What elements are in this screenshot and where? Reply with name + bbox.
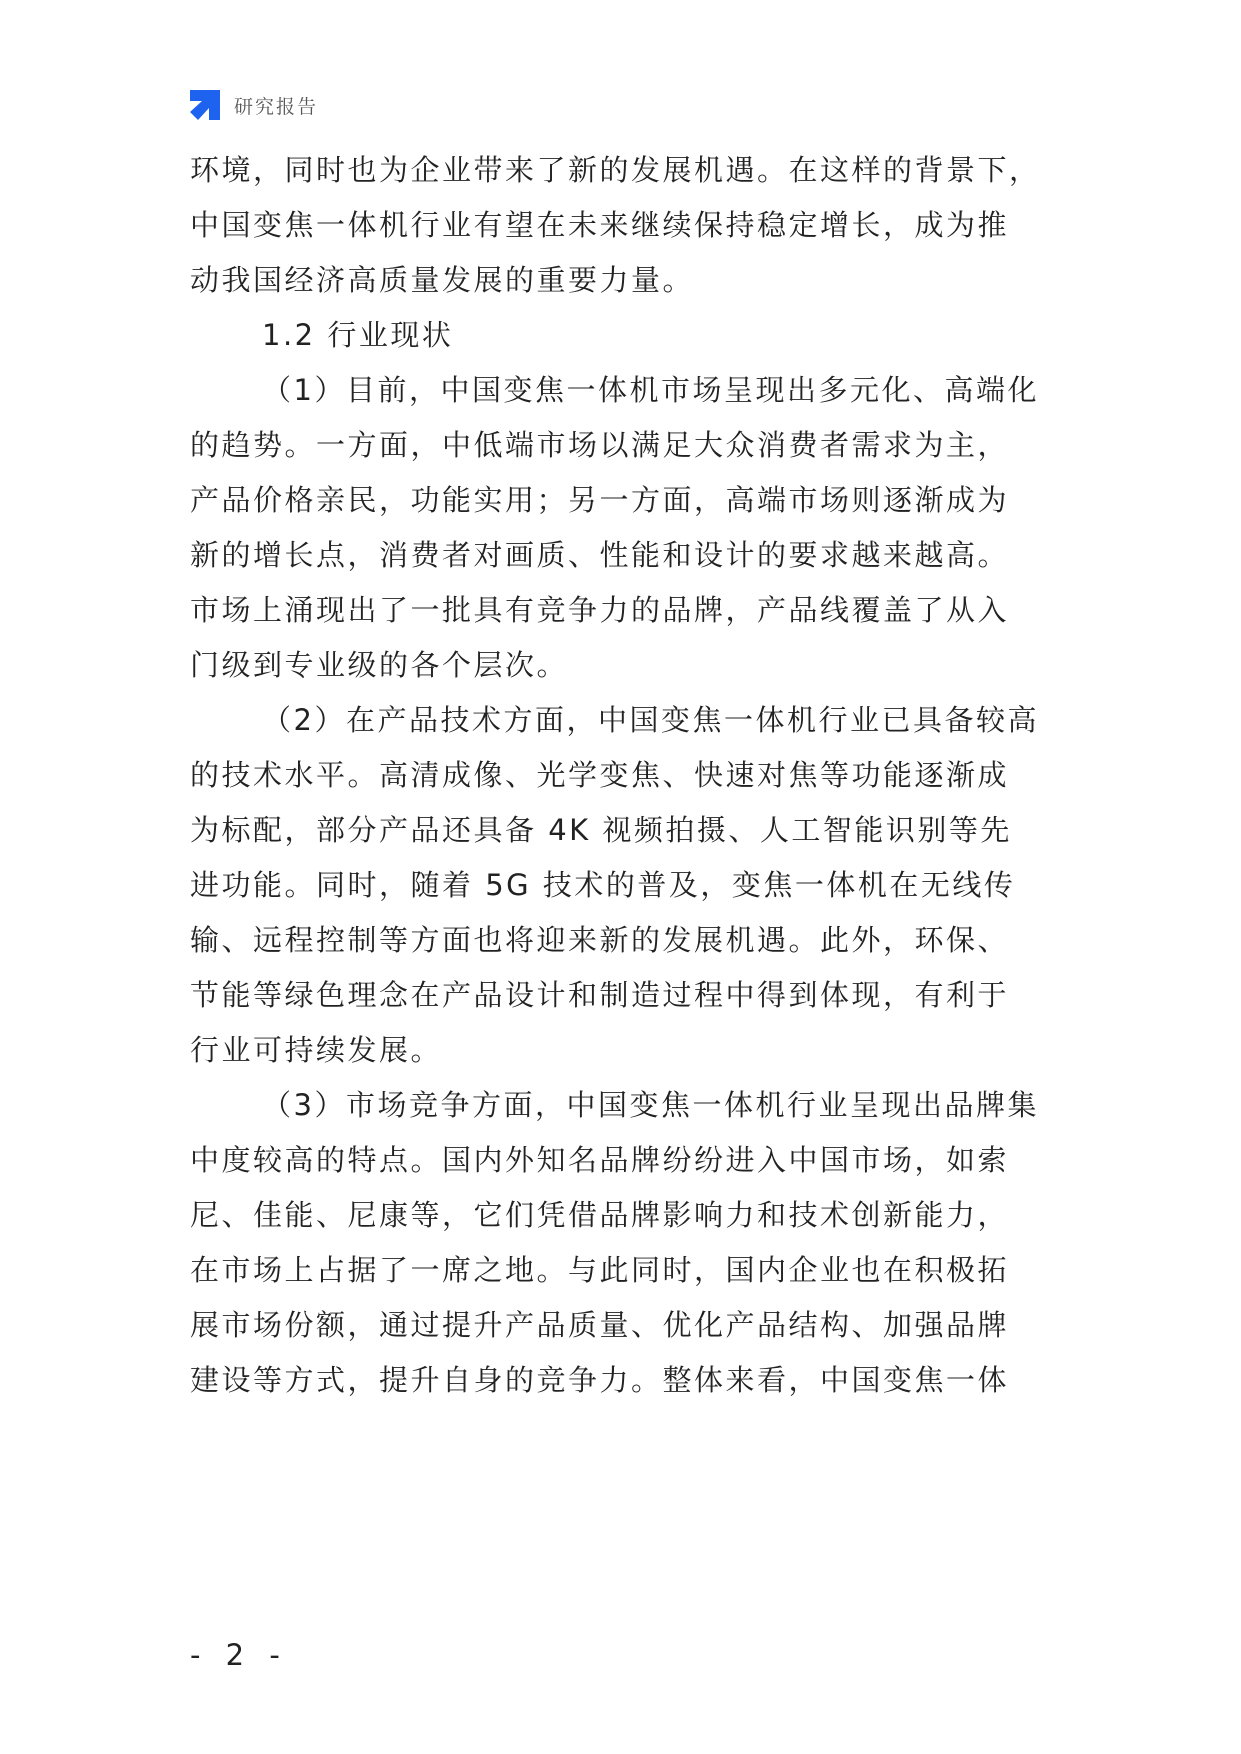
paragraph-line: 尼、佳能、尼康等，它们凭借品牌影响力和技术创新能力，	[190, 1198, 1010, 1232]
paragraph-line: 展市场份额，通过提升产品质量、优化产品结构、加强品牌	[190, 1308, 1010, 1342]
paragraph-line: 环境，同时也为企业带来了新的发展机遇。在这样的背景下，	[190, 153, 1041, 187]
paragraph-line: 进功能。同时，随着 5G 技术的普及，变焦一体机在无线传	[190, 868, 1016, 902]
paragraph-line: 门级到专业级的各个层次。	[190, 648, 569, 682]
paragraph-line: 的趋势。一方面，中低端市场以满足大众消费者需求为主，	[190, 428, 1010, 462]
paragraph-line: 新的增长点，消费者对画质、性能和设计的要求越来越高。	[190, 538, 1010, 572]
paragraph-line: 行业可持续发展。	[190, 1033, 443, 1067]
paragraph-line: 节能等绿色理念在产品设计和制造过程中得到体现，有利于	[190, 978, 1010, 1012]
page-number: - 2 -	[190, 1638, 288, 1672]
paragraph-line: 动我国经济高质量发展的重要力量。	[190, 263, 695, 297]
paragraph-line: （3）市场竞争方面，中国变焦一体机行业呈现出品牌集	[262, 1088, 1039, 1122]
paragraph-line: （1）目前，中国变焦一体机市场呈现出多元化、高端化	[262, 373, 1039, 407]
paragraph-line: 输、远程控制等方面也将迎来新的发展机遇。此外，环保、	[190, 923, 1010, 957]
paragraph-line: 中度较高的特点。国内外知名品牌纷纷进入中国市场，如索	[190, 1143, 1010, 1177]
report-header	[190, 88, 318, 122]
paragraph-line: 中国变焦一体机行业有望在未来继续保持稳定增长，成为推	[190, 208, 1010, 242]
paragraph-line: 为标配，部分产品还具备 4K 视频拍摄、人工智能识别等先	[190, 813, 1012, 847]
paragraph-line: 的技术水平。高清成像、光学变焦、快速对焦等功能逐渐成	[190, 758, 1010, 792]
header-title: 研究报告	[234, 95, 319, 118]
arrow-logo-icon	[190, 90, 220, 120]
section-heading: 1.2 行业现状	[262, 318, 454, 352]
paragraph-line: 在市场上占据了一席之地。与此同时，国内企业也在积极拓	[190, 1253, 1010, 1287]
paragraph-line: 市场上涌现出了一批具有竞争力的品牌，产品线覆盖了从入	[190, 593, 1010, 627]
paragraph-line: （2）在产品技术方面，中国变焦一体机行业已具备较高	[262, 703, 1039, 737]
paragraph-line: 建设等方式，提升自身的竞争力。整体来看，中国变焦一体	[190, 1363, 1010, 1397]
paragraph-line: 产品价格亲民，功能实用；另一方面，高端市场则逐渐成为	[190, 483, 1010, 517]
